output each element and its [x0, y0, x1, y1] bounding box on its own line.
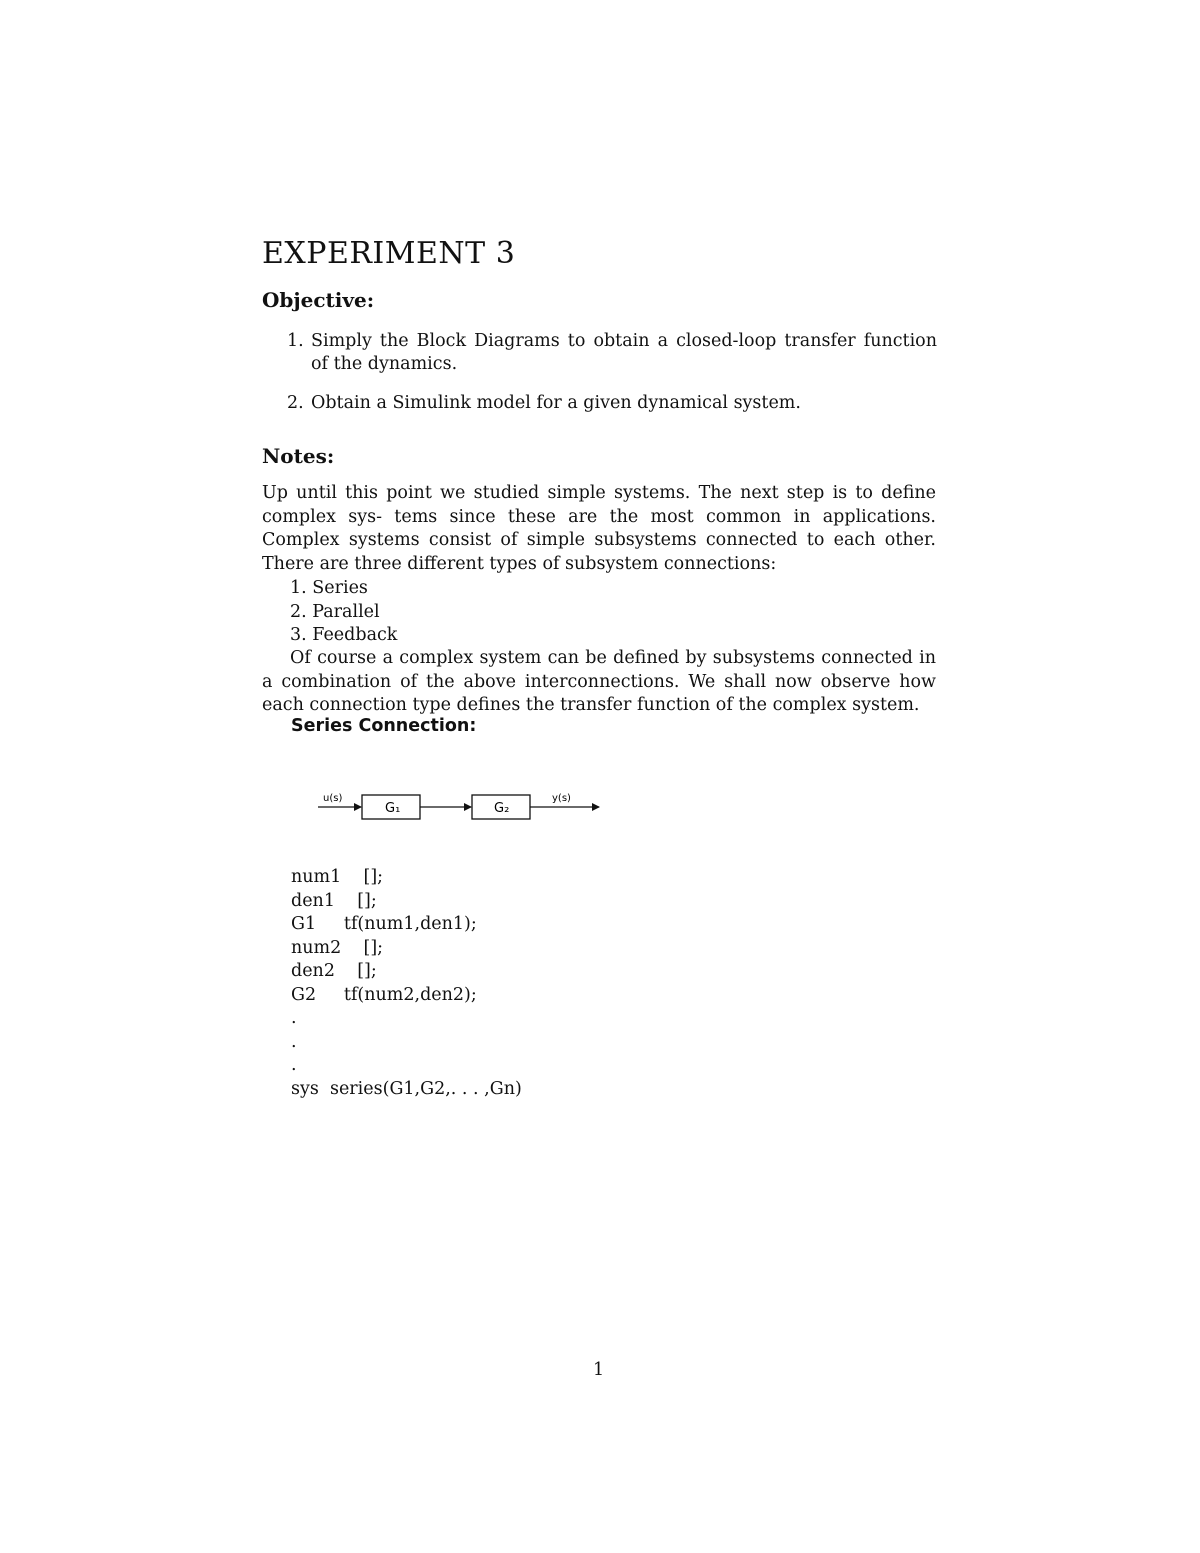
- page-title: EXPERIMENT 3: [262, 236, 516, 271]
- objective-item: [287, 330, 937, 376]
- code-line: sys series(G1,G2,. . . ,Gn): [291, 1078, 522, 1099]
- series-connection-heading: Series Connection:: [291, 716, 477, 736]
- code-line: .: [291, 1031, 297, 1052]
- block-g2-label: G₂: [494, 801, 510, 816]
- code-line: G2 tf(num2,den2);: [291, 984, 477, 1005]
- objective-item-text: Simply the Block Diagrams to obtain a closed-loop transfer function of the dynamics.: [311, 331, 937, 374]
- connection-type-item: 2. Parallel: [290, 601, 380, 622]
- page-number: 1: [593, 1360, 605, 1380]
- code-line: G1 tf(num1,den1);: [291, 914, 477, 934]
- objective-item-number: 2.: [287, 393, 304, 413]
- notes-heading: Notes:: [262, 444, 335, 468]
- code-line: den1 [];: [291, 890, 377, 911]
- objective-item-number: 1.: [287, 331, 304, 351]
- notes-paragraph: Up until this point we studied simple systems. The next step is to define complex sys- tems since these are the most common in applications. Complex systems consist of simple subsystems connected to each other. There are three different types of subsystem connections:: [262, 483, 936, 574]
- code-line: .: [291, 1055, 297, 1075]
- connection-type-item: 3. Feedback: [290, 625, 398, 645]
- input-label: u(s): [323, 793, 343, 804]
- code-line: den2 [];: [291, 961, 377, 981]
- objective-list: [287, 330, 937, 431]
- objective-item: [287, 392, 937, 415]
- output-label: y(s): [552, 793, 571, 804]
- code-block: [291, 866, 522, 1101]
- objective-heading: Objective:: [262, 288, 375, 312]
- block-g1-label: G₁: [385, 801, 401, 816]
- connection-type-list: [290, 577, 397, 648]
- notes-paragraph-2: Of course a complex system can be defined by subsystems connected in a combination of the above interconnections. We shall now observe how each connection type defines the transfer function of the complex system.: [262, 648, 936, 715]
- code-line: num2 [];: [291, 937, 384, 958]
- code-line: .: [291, 1008, 297, 1028]
- code-line: num1 [];: [291, 867, 384, 887]
- objective-item-text: Obtain a Simulink model for a given dynamical system.: [311, 393, 801, 413]
- series-block-diagram: [312, 785, 612, 830]
- connection-type-item: 1. Series: [290, 578, 368, 598]
